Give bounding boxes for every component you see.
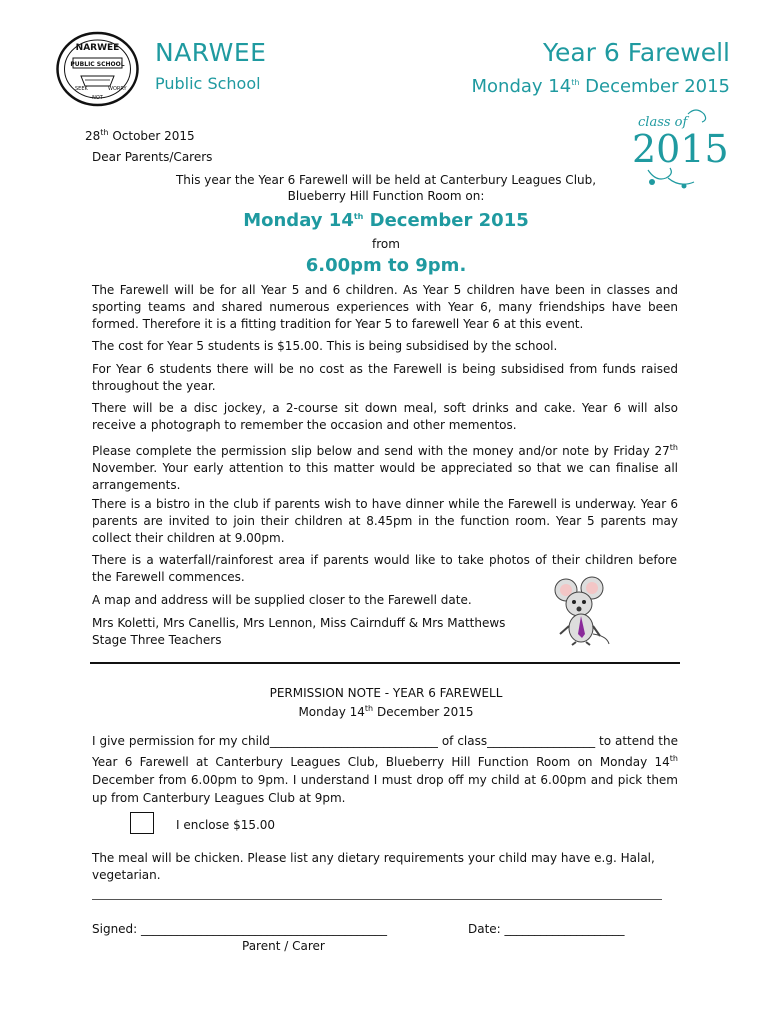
event-title: Year 6 Farewell <box>543 38 730 67</box>
paragraph-5-a: Please complete the permission slip below and send with the money and/or note by Friday 27 <box>92 444 670 458</box>
event-date <box>472 76 731 97</box>
permission-body-b: December from 6.00pm to 9pm. I understand I must drop off my child at 6.00pm and pick them up from Canterbury Leagues Club at 9pm. <box>92 773 678 805</box>
logo-motto-left: SEEK <box>75 86 88 92</box>
signoff-role: Stage Three Teachers <box>92 633 222 647</box>
school-crest-logo <box>55 30 140 108</box>
paragraph-2: The cost for Year 5 students is $15.00. This is being subsidised by the school. <box>92 339 558 353</box>
paragraph-6: There is a bistro in the club if parents wish to have dinner while the Farewell is underway. Year 6 parents are invited to join their children at 8.45pm in the function room. Year 5 parents may collect their children at 9.00pm. <box>92 497 678 545</box>
class-year: 2015 <box>632 127 729 171</box>
parent-carer-label: Parent / Carer <box>242 939 325 953</box>
permission-date-sup: th <box>364 704 374 713</box>
permission-body-a: I give permission for my child____________________________ of class__________________ to attend the Year 6 Farewell at Canterbury Leagues Club, Blueberry Hill Function Room on Monday 14 <box>92 734 678 769</box>
greeting: Dear Parents/Carers <box>92 150 213 164</box>
signed-field[interactable]: Signed: _________________________________________ <box>92 922 388 936</box>
letter-date <box>85 128 195 143</box>
enclose-payment-checkbox[interactable] <box>130 812 154 834</box>
permission-date-rest: December 2015 <box>373 705 474 719</box>
mouse-cartoon-illustration <box>552 576 614 646</box>
logo-band-text: PUBLIC SCHOOL <box>70 61 125 68</box>
intro-line-2: Blueberry Hill Function Room on: <box>287 189 485 203</box>
intro-text <box>92 172 680 204</box>
big-date-day: Monday 14 <box>243 210 354 231</box>
paragraph-7: There is a waterfall/rainforest area if parents would like to take photos of their children before the Farewell commences. <box>92 553 677 584</box>
event-big-time: 6.00pm to 9pm. <box>305 255 467 276</box>
letter-date-sup: th <box>100 128 109 137</box>
logo-motto-mid: NOT <box>92 95 103 101</box>
section-divider <box>90 662 680 664</box>
permission-date-day: Monday 14 <box>298 705 365 719</box>
permission-body-sup: th <box>669 754 678 763</box>
letter-date-rest: October 2015 <box>108 129 195 143</box>
paragraph-4: There will be a disc jockey, a 2-course sit down meal, soft drinks and cake. Year 6 will also receive a photograph to remember the occasion and other mementos. <box>92 401 678 432</box>
dietary-requirements-line[interactable] <box>92 899 662 900</box>
big-date-sup: th <box>353 212 364 221</box>
paragraph-3: For Year 6 students there will be no cost as the Farewell is being subsidised from funds raised throughout the year. <box>92 362 678 393</box>
event-date-rest: December 2015 <box>579 76 730 97</box>
logo-top-text: NARWEE <box>75 43 120 53</box>
from-text: from <box>372 237 400 251</box>
paragraph-5-sup: th <box>669 443 678 452</box>
letter-date-day: 28 <box>85 129 101 143</box>
big-date-rest: December 2015 <box>363 210 529 231</box>
event-big-date <box>92 210 680 231</box>
paragraph-5 <box>92 439 678 494</box>
paragraph-5-b: November. Your early attention to this matter would be appreciated so that we can finalise all arrangements. <box>92 461 678 492</box>
date-field[interactable]: Date: ____________________ <box>468 922 625 936</box>
intro-line-1: This year the Year 6 Farewell will be held at Canterbury Leagues Club, <box>175 173 597 187</box>
paragraph-8: A map and address will be supplied closer to the Farewell date. <box>92 593 472 607</box>
meal-requirements-text: The meal will be chicken. Please list any dietary requirements your child may have e.g. Halal, vegetarian. <box>92 851 655 882</box>
logo-motto-right: WORRY <box>108 86 127 92</box>
permission-date <box>92 704 680 719</box>
permission-title: PERMISSION NOTE - YEAR 6 FAREWELL <box>269 686 503 700</box>
signoff-names: Mrs Koletti, Mrs Canellis, Mrs Lennon, Miss Cairnduff & Mrs Matthews <box>92 616 506 630</box>
event-date-day: Monday 14 <box>471 76 572 97</box>
permission-body[interactable] <box>92 732 678 807</box>
school-subtitle: Public School <box>155 74 261 93</box>
paragraph-1: The Farewell will be for all Year 5 and 6 children. As Year 5 children have been in classes and sporting teams and shared numerous experiences with Year 6, many friendships have been formed. Therefore it is a fitting tradition for Year 5 to farewell Year 6 at this event. <box>92 283 678 331</box>
class-of-label: class of <box>638 115 688 130</box>
enclose-payment-label: I enclose $15.00 <box>176 818 276 832</box>
school-name: NARWEE <box>155 38 267 67</box>
event-date-sup: th <box>571 78 580 87</box>
